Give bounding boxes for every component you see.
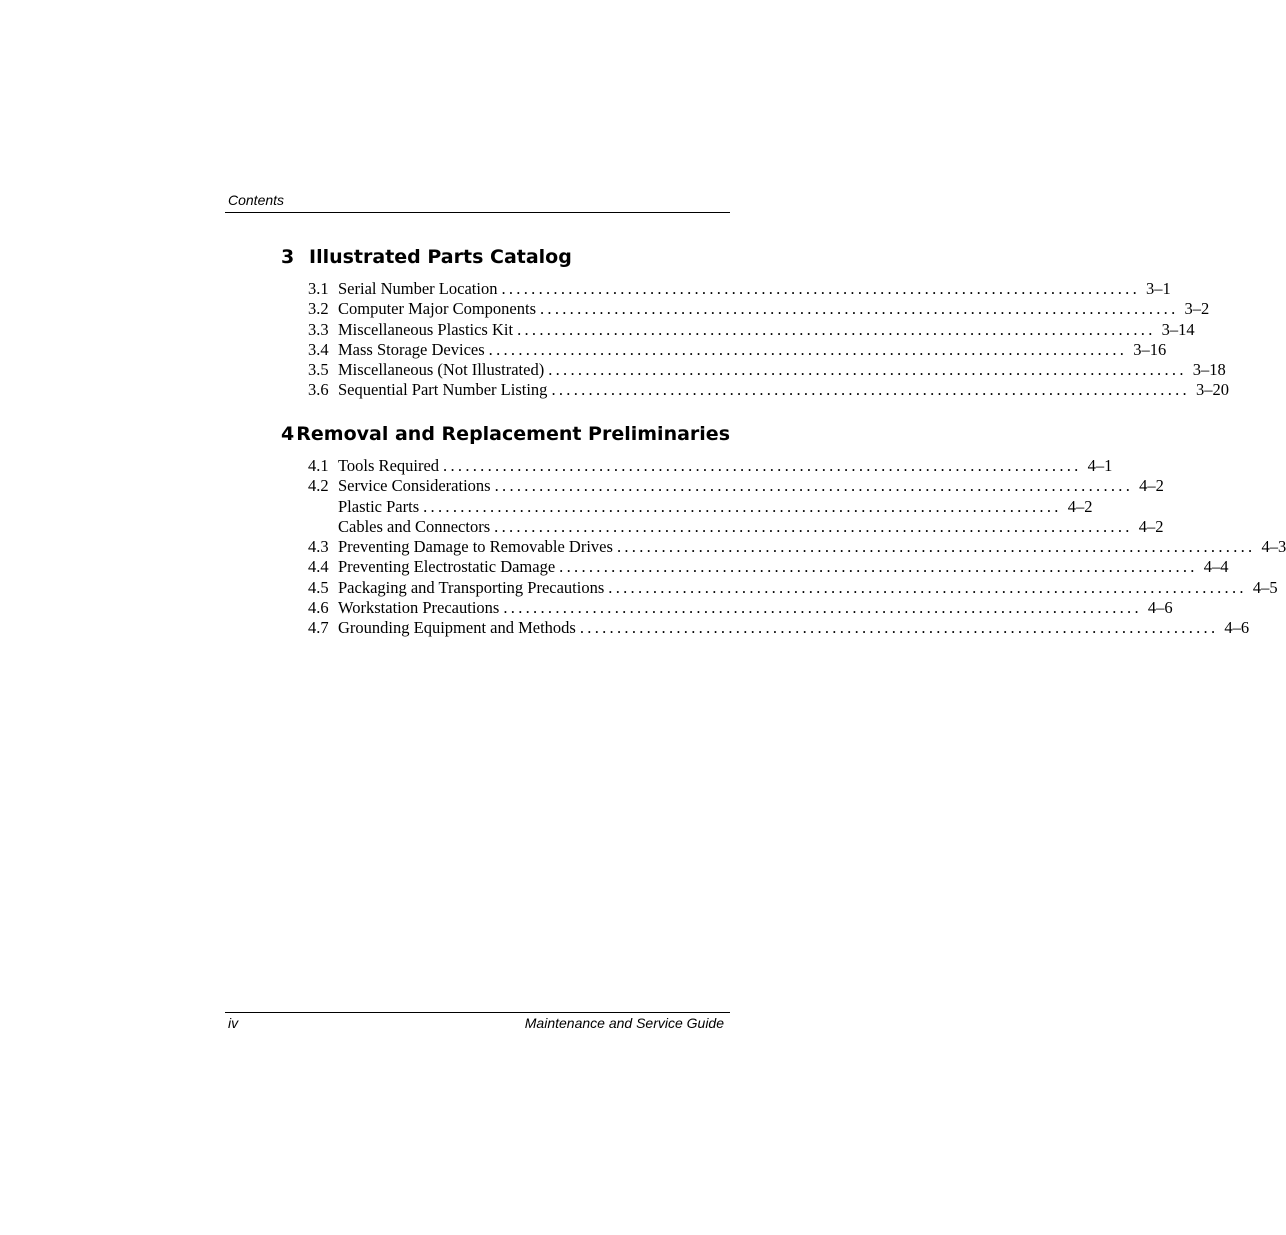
entry-number: 4.3 bbox=[308, 537, 329, 557]
toc-entry[interactable] bbox=[308, 557, 1229, 577]
chapter-number: 4 bbox=[281, 423, 295, 445]
toc-entry[interactable] bbox=[308, 456, 1113, 476]
toc-entry[interactable] bbox=[308, 279, 1171, 299]
chapter-heading bbox=[281, 245, 730, 269]
entry-title: Miscellaneous (Not Illustrated) bbox=[338, 360, 545, 380]
toc-entry[interactable] bbox=[308, 598, 1173, 618]
entry-page: 4–2 bbox=[1139, 476, 1164, 496]
entry-number: 4.5 bbox=[308, 577, 329, 597]
chapter-heading bbox=[281, 422, 730, 446]
dot-leader: ...................................................................................... bbox=[517, 319, 1156, 339]
entry-title: Computer Major Components bbox=[338, 299, 536, 319]
entry-page: 4–6 bbox=[1224, 618, 1250, 638]
entry-page: 3–14 bbox=[1161, 319, 1195, 339]
toc-subentry[interactable] bbox=[308, 516, 1164, 537]
entry-page: 4–5 bbox=[1252, 577, 1278, 597]
entry-number: 4.1 bbox=[308, 456, 329, 475]
entry-page: 4–2 bbox=[1067, 496, 1093, 516]
footer-page-number: iv bbox=[228, 1015, 239, 1031]
entry-page: 4–3 bbox=[1261, 537, 1286, 557]
dot-leader: ...................................................................................... bbox=[608, 577, 1247, 597]
entry-number: 3.4 bbox=[308, 339, 329, 359]
dot-leader: ...................................................................................... bbox=[494, 476, 1134, 496]
toc-subentry[interactable] bbox=[308, 496, 1093, 517]
entry-number: 4.2 bbox=[308, 476, 329, 496]
chapter-number: 3 bbox=[281, 246, 295, 268]
entry-title: Sequential Part Number Listing bbox=[338, 380, 548, 400]
chapter-title: Removal and Replacement Preliminaries bbox=[296, 423, 730, 445]
entry-title: Service Considerations bbox=[338, 476, 491, 496]
entry-page: 3–16 bbox=[1133, 339, 1167, 359]
entry-number: 3.2 bbox=[308, 299, 329, 319]
toc-entry[interactable] bbox=[308, 577, 1278, 598]
toc-entry[interactable] bbox=[308, 537, 1286, 557]
entry-page: 3–1 bbox=[1146, 279, 1171, 298]
dot-leader: ...................................................................................... bbox=[443, 456, 1082, 475]
entry-title: Cables and Connectors bbox=[338, 516, 491, 536]
entry-number: 3.3 bbox=[308, 319, 329, 339]
entry-number: 4.4 bbox=[308, 557, 329, 577]
running-head-title: Contents bbox=[228, 192, 285, 208]
toc-entry[interactable] bbox=[308, 319, 1195, 340]
entry-number: 3.1 bbox=[308, 279, 329, 298]
entry-title: Workstation Precautions bbox=[338, 598, 500, 618]
dot-leader: ...................................................................................... bbox=[423, 496, 1062, 516]
entry-page: 4–6 bbox=[1147, 598, 1173, 618]
dot-leader: ...................................................................................... bbox=[559, 557, 1198, 577]
entry-title: Tools Required bbox=[338, 456, 440, 475]
toc-entry[interactable] bbox=[308, 476, 1164, 496]
dot-leader: ...................................................................................... bbox=[494, 516, 1133, 536]
toc-entry-list bbox=[281, 279, 1229, 401]
entry-page: 3–2 bbox=[1184, 299, 1210, 319]
toc-entry[interactable] bbox=[308, 360, 1226, 380]
toc-entry-list bbox=[281, 456, 1286, 639]
dot-leader: ...................................................................................... bbox=[501, 279, 1141, 298]
entry-number: 3.6 bbox=[308, 380, 329, 400]
entry-page: 3–20 bbox=[1196, 380, 1229, 400]
dot-leader: ...................................................................................... bbox=[503, 598, 1142, 618]
toc-entry[interactable] bbox=[308, 299, 1210, 319]
entry-title: Preventing Damage to Removable Drives bbox=[338, 537, 613, 557]
entry-title: Mass Storage Devices bbox=[338, 339, 485, 359]
entry-title: Preventing Electrostatic Damage bbox=[338, 557, 556, 577]
entry-title: Plastic Parts bbox=[338, 496, 420, 516]
toc-entry[interactable] bbox=[308, 618, 1250, 638]
header-rule bbox=[225, 212, 730, 213]
entry-number: 4.7 bbox=[308, 618, 329, 638]
entry-page: 3–18 bbox=[1192, 360, 1226, 380]
entry-page: 4–1 bbox=[1087, 456, 1113, 475]
dot-leader: ...................................................................................... bbox=[579, 618, 1219, 638]
entry-number: 4.6 bbox=[308, 598, 329, 618]
dot-leader: ...................................................................................... bbox=[488, 339, 1128, 359]
entry-number: 3.5 bbox=[308, 360, 329, 380]
chapter-4-section bbox=[281, 422, 1286, 639]
chapter-3-section bbox=[281, 245, 1229, 401]
footer-book-title: Maintenance and Service Guide bbox=[524, 1015, 724, 1031]
toc-entry[interactable] bbox=[308, 339, 1167, 360]
entry-title: Packaging and Transporting Precautions bbox=[338, 577, 605, 597]
entry-title: Serial Number Location bbox=[338, 279, 498, 298]
dot-leader: ...................................................................................... bbox=[548, 360, 1187, 380]
dot-leader: ...................................................................................... bbox=[539, 299, 1179, 319]
entry-title: Miscellaneous Plastics Kit bbox=[338, 319, 514, 339]
entry-page: 4–4 bbox=[1203, 557, 1229, 577]
entry-page: 4–2 bbox=[1138, 516, 1164, 536]
dot-leader: ...................................................................................... bbox=[551, 380, 1190, 400]
dot-leader: ...................................................................................... bbox=[616, 537, 1256, 557]
chapter-title: Illustrated Parts Catalog bbox=[309, 246, 572, 268]
toc-entry[interactable] bbox=[308, 380, 1229, 400]
footer-rule bbox=[225, 1012, 730, 1013]
entry-title: Grounding Equipment and Methods bbox=[338, 618, 576, 638]
